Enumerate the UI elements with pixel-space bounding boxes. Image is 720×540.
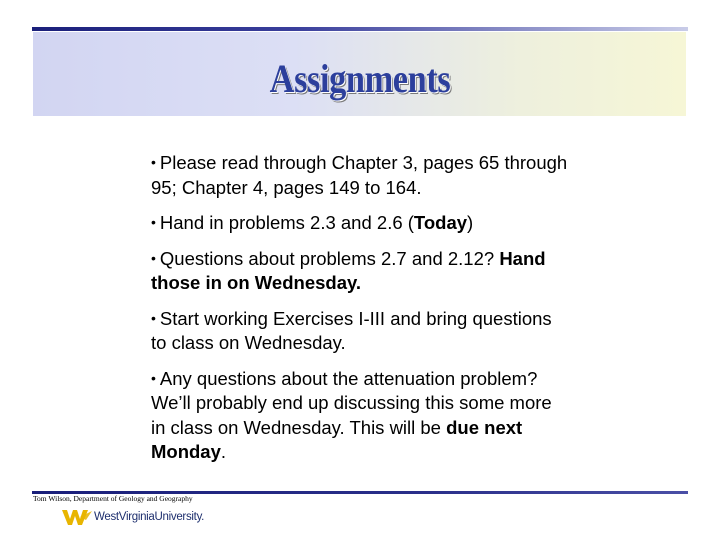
wvu-logo-text: WestVirginiaUniversity.: [94, 511, 205, 523]
bullet-item: • Hand in problems 2.3 and 2.6 (Today): [151, 212, 474, 233]
slide-title: Assignments: [269, 56, 451, 101]
bullet-item: • Please read through Chapter 3, pages 65 through 95; Chapter 4, pages 149 to 164.: [151, 152, 568, 198]
bullet-list: [151, 150, 571, 475]
bullet-item: • Any questions about the attenuation problem? We’ll probably end up discussing this some more in class on Wednesday. This will be due next Monday.: [151, 367, 552, 462]
bullet-dot-icon: •: [151, 249, 156, 266]
wvu-flying-wv-icon: [62, 508, 92, 526]
wvu-logo: [62, 507, 204, 527]
bullet-dot-icon: •: [151, 369, 156, 386]
footer-credit: Tom Wilson, Department of Geology and Geography: [33, 494, 193, 503]
bullet-dot-icon: •: [151, 154, 156, 170]
bullet-item: • Questions about problems 2.7 and 2.12? Hand those in on Wednesday.: [151, 247, 546, 293]
bullet-dot-icon: •: [151, 214, 156, 230]
bullet-dot-icon: •: [151, 309, 156, 326]
top-divider: [32, 27, 688, 31]
bullet-item: • Start working Exercises I-III and bring questions to class on Wednesday.: [151, 307, 552, 353]
